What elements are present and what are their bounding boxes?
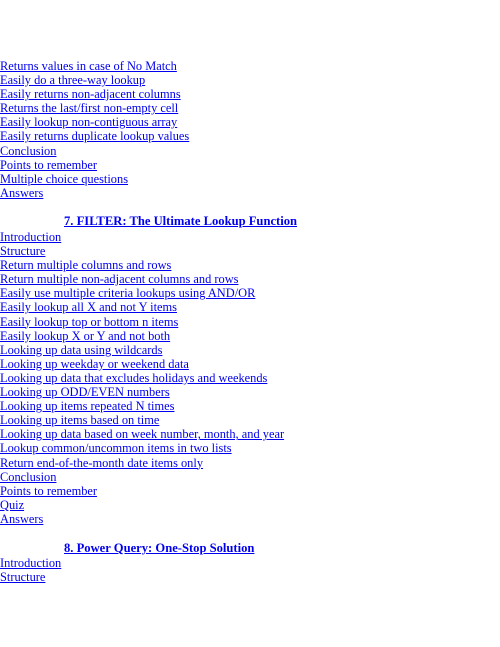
toc-entry [0, 300, 284, 314]
toc-link-conclusion[interactable]: Conclusion [0, 143, 57, 158]
toc-link-chapter-8[interactable]: 8. Power Query: One-Stop Solution [64, 541, 255, 555]
toc-link-last-first-non-empty[interactable]: Returns the last/first non-empty cell [0, 101, 179, 116]
toc-entry [0, 101, 189, 115]
toc-link-no-match[interactable]: Returns values in case of No Match [0, 59, 177, 73]
toc-link-answers[interactable]: Answers [0, 511, 44, 526]
toc-link-structure[interactable]: Structure [0, 570, 46, 585]
toc-chapter-heading [0, 541, 254, 556]
toc-link-wildcards[interactable]: Looking up data using wildcards [0, 342, 163, 357]
toc-link-structure[interactable]: Structure [0, 244, 46, 259]
toc-link-repeated-n-times[interactable]: Looking up items repeated N times [0, 399, 175, 414]
toc-link-three-way-lookup[interactable]: Easily do a three-way lookup [0, 73, 146, 88]
toc-entry [0, 399, 284, 413]
toc-link-based-on-time[interactable]: Looking up items based on time [0, 413, 160, 428]
toc-link-points-to-remember[interactable]: Points to remember [0, 483, 98, 498]
toc-link-conclusion[interactable]: Conclusion [0, 469, 57, 484]
toc-entry [0, 484, 284, 498]
toc-entry [0, 343, 284, 357]
toc-entry [0, 158, 189, 172]
toc-chapter-heading [0, 214, 297, 229]
toc-entry [0, 230, 284, 244]
toc-link-quiz[interactable]: Quiz [0, 497, 25, 512]
toc-entry [0, 556, 61, 570]
toc-link-multiple-criteria[interactable]: Easily use multiple criteria lookups using AND/OR [0, 286, 256, 301]
toc-link-x-or-y[interactable]: Easily lookup X or Y and not both [0, 328, 171, 343]
toc-entry [0, 144, 189, 158]
toc-entry [0, 258, 284, 272]
toc-section-6-items [0, 59, 189, 200]
toc-link-answers[interactable]: Answers [0, 185, 44, 200]
toc-link-non-adjacent-columns[interactable]: Easily returns non-adjacent columns [0, 87, 181, 102]
toc-entry [0, 413, 284, 427]
toc-entry [0, 456, 284, 470]
toc-entry [0, 441, 284, 455]
toc-link-non-contiguous-array[interactable]: Easily lookup non-contiguous array [0, 115, 178, 130]
toc-link-duplicate-lookup[interactable]: Easily returns duplicate lookup values [0, 129, 190, 144]
toc-entry [0, 87, 189, 101]
toc-entry [0, 371, 284, 385]
toc-entry [0, 498, 284, 512]
toc-link-weekday-weekend[interactable]: Looking up weekday or weekend data [0, 356, 189, 371]
toc-entry [0, 244, 284, 258]
toc-entry [0, 329, 284, 343]
toc-entry [0, 385, 284, 399]
toc-link-mcq[interactable]: Multiple choice questions [0, 171, 129, 186]
toc-entry [0, 315, 284, 329]
toc-link-x-not-y[interactable]: Easily lookup all X and not Y items [0, 300, 178, 315]
toc-link-points-to-remember[interactable]: Points to remember [0, 157, 98, 172]
toc-entry [0, 286, 284, 300]
toc-entry [0, 570, 61, 584]
toc-link-week-month-year[interactable]: Looking up data based on week number, month, and year [0, 427, 285, 442]
toc-link-top-bottom-n[interactable]: Easily lookup top or bottom n items [0, 314, 179, 329]
toc-entry [0, 427, 284, 441]
toc-entry [0, 115, 189, 129]
toc-link-excludes-holidays[interactable]: Looking up data that excludes holidays and weekends [0, 370, 268, 385]
toc-entry [0, 172, 189, 186]
toc-link-multiple-columns-rows[interactable]: Return multiple columns and rows [0, 258, 172, 273]
toc-link-odd-even[interactable]: Looking up ODD/EVEN numbers [0, 385, 170, 400]
toc-link-end-of-month[interactable]: Return end-of-the-month date items only [0, 455, 204, 470]
toc-entry [0, 357, 284, 371]
toc-section-7-items [0, 230, 284, 526]
toc-entry [0, 512, 284, 526]
toc-link-introduction[interactable]: Introduction [0, 556, 62, 570]
toc-entry [0, 470, 284, 484]
toc-entry [0, 186, 189, 200]
toc-entry [0, 129, 189, 143]
toc-link-introduction[interactable]: Introduction [0, 230, 62, 244]
toc-link-non-adjacent-columns-rows[interactable]: Return multiple non-adjacent columns and rows [0, 272, 239, 287]
toc-link-common-uncommon[interactable]: Lookup common/uncommon items in two lists [0, 441, 232, 456]
toc-section-8-items [0, 556, 61, 584]
toc-entry [0, 59, 189, 73]
toc-entry [0, 272, 284, 286]
toc-entry [0, 73, 189, 87]
toc-link-chapter-7[interactable]: 7. FILTER: The Ultimate Lookup Function [64, 214, 298, 228]
